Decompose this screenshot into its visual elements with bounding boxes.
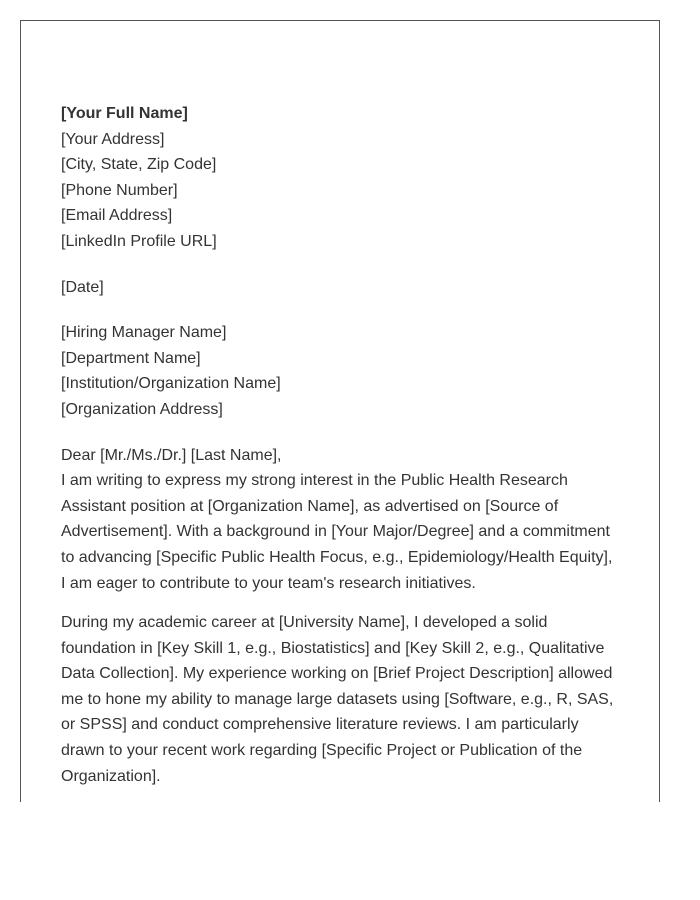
letter-content xyxy=(61,101,621,803)
letter-body xyxy=(61,443,621,790)
body-paragraph-1: I am writing to express my strong interest in the Public Health Research Assistant position at [Organization Name], as advertised on [Source of Advertisement]. With a background in [Your Major/Degree] and a commitment to advancing [Specific Public Health Focus, e.g., Epidemiology/Health Equity], I am eager to contribute to your team's research initiatives. xyxy=(61,472,613,592)
recipient-address: [Organization Address] xyxy=(61,400,223,418)
recipient-organization: [Institution/Organization Name] xyxy=(61,375,281,393)
letter-page xyxy=(20,20,660,802)
recipient-hiring-manager: [Hiring Manager Name] xyxy=(61,324,227,342)
sender-phone: [Phone Number] xyxy=(61,181,178,199)
letter-date: [Date] xyxy=(61,278,104,296)
recipient-department: [Department Name] xyxy=(61,349,201,367)
recipient-block xyxy=(61,320,621,422)
date-block xyxy=(61,275,621,301)
sender-address: [Your Address] xyxy=(61,130,165,148)
salutation: Dear [Mr./Ms./Dr.] [Last Name], xyxy=(61,446,282,464)
sender-email: [Email Address] xyxy=(61,207,173,225)
sender-linkedin: [LinkedIn Profile URL] xyxy=(61,232,217,250)
body-paragraph-2: During my academic career at [University Name], I developed a solid foundation in [Key Skill 1, e.g., Biostatistics] and [Key Skill 2, e.g., Qualitative Data Collection]. My experience working on [Brief Project Description] allowed me to hone my ability to manage large datasets using [Software, e.g., R, SAS, or SPSS] and conduct comprehensive literature reviews. I am particularly drawn to your recent work regarding [Specific Project or Publication of the Organization]. xyxy=(61,614,614,785)
sender-block xyxy=(61,101,621,255)
sender-name: [Your Full Name] xyxy=(61,105,188,122)
sender-city-state-zip: [City, State, Zip Code] xyxy=(61,156,217,174)
